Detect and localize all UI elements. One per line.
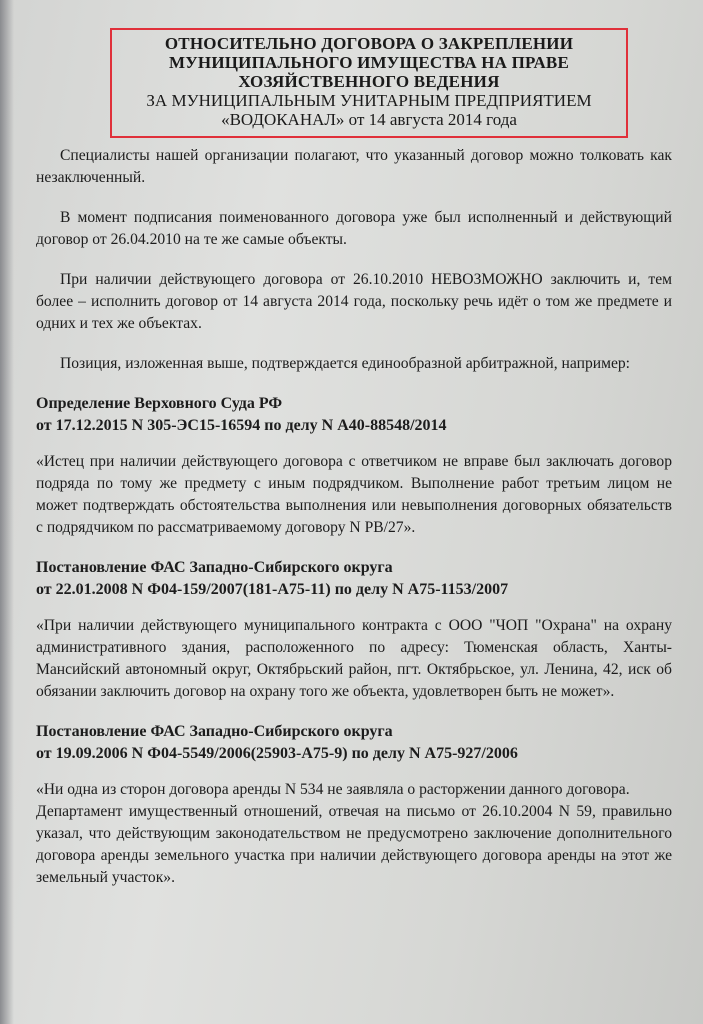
case-2-quote: «При наличии действующего муниципального контракта с ООО "ЧОП "Охрана" на охрану административного здания, расположенного по адресу: Тюменская область, Ханты-Мансийский автономный округ, Октябрьский район, пгт. Октябрьское, ул. Ленина, 42, иск об обязании заключить договор на охрану того же объекта, удовлетворен быть не может».	[36, 617, 672, 700]
case-heading-2	[36, 557, 672, 601]
case-3-ref: от 19.09.2006 N Ф04-5549/2006(25903-А75-9) по делу N А75-927/2006	[36, 745, 518, 762]
case-2-court: Постановление ФАС Западно-Сибирского округа	[36, 559, 393, 576]
title-line-1: ОТНОСИТЕЛЬНО ДОГОВОРА О ЗАКРЕПЛЕНИИ	[164, 34, 574, 53]
case-1-court: Определение Верховного Суда РФ	[36, 395, 283, 412]
title-line-2: МУНИЦИПАЛЬНОГО ИМУЩЕСТВА НА ПРАВЕ	[168, 53, 570, 72]
paragraph-2: В момент подписания поименованного договора уже был исполненный и действующий договор от 26.04.2010 на те же самые объекты.	[36, 209, 672, 248]
page-edge-shadow	[0, 0, 14, 1024]
case-1-quote: «Истец при наличии действующего договора с ответчиком не вправе был заключать договор подряда по тому же предмету с иным подрядчиком. Выполнение работ третьим лицом не может подтверждать обстоятельства выполнения или невыполнения договорных обязательств с подрядчиком по рассматриваемому договору N РВ/27».	[36, 453, 672, 536]
document-body	[36, 145, 672, 907]
title-line-5: «ВОДОКАНАЛ» от 14 августа 2014 года	[221, 110, 517, 129]
title-line-3: ХОЗЯЙСТВЕННОГО ВЕДЕНИЯ	[238, 72, 500, 91]
case-3-quote-cont: Департамент имущественный отношений, отвечая на письмо от 26.10.2004 N 59, правильно указал, что действующим законодательством не предусмотрено заключение дополнительного договора аренды земельного участка при наличии действующего договора аренды на этот же земельный участок».	[36, 803, 672, 886]
case-1-ref: от 17.12.2015 N 305-ЭС15-16594 по делу N А40-88548/2014	[36, 417, 447, 434]
case-3-quote: «Ни одна из сторон договора аренды N 534 не заявляла о расторжении данного договора.	[36, 781, 630, 798]
title-line-4: ЗА МУНИЦИПАЛЬНЫМ УНИТАРНЫМ ПРЕДПРИЯТИЕМ	[146, 91, 592, 110]
paragraph-4: Позиция, изложенная выше, подтверждается единообразной арбитражной, например:	[60, 355, 631, 372]
title-frame	[110, 28, 628, 138]
case-heading-1	[36, 393, 672, 437]
paragraph-1: Специалисты нашей организации полагают, что указанный договор можно толковать как незаключенный.	[36, 147, 672, 186]
case-2-ref: от 22.01.2008 N Ф04-159/2007(181-А75-11) по делу N А75-1153/2007	[36, 581, 509, 598]
paragraph-3: При наличии действующего договора от 26.10.2010 НЕВОЗМОЖНО заключить и, тем более – исполнить договор от 14 августа 2014 года, поскольку речь идёт о том же предмете и одних и тех же объектах.	[36, 271, 672, 332]
case-3-court: Постановление ФАС Западно-Сибирского округа	[36, 723, 393, 740]
case-heading-3	[36, 721, 672, 765]
